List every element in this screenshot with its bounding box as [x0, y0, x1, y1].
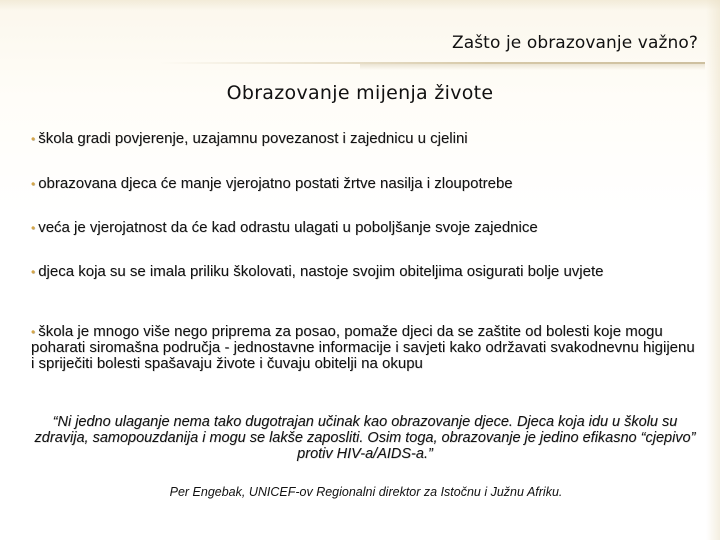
bullet-item [31, 220, 538, 236]
bullet-text: obrazovana djeca će manje vjerojatno postati žrtve nasilja i zloupotrebe [38, 175, 513, 192]
header-divider-shadow [360, 64, 705, 70]
frame-top-border [0, 0, 720, 10]
bullet-marker: • [31, 265, 36, 279]
bullet-item [31, 131, 468, 147]
bullet-text: veća je vjerojatnost da će kad odrastu ulagati u poboljšanje svoje zajednice [38, 219, 538, 236]
bullet-marker: • [31, 177, 36, 191]
quote-text: “Ni jedno ulaganje nema tako dugotrajan učinak kao obrazovanje djece. Djeca koja idu u školu su zdravija, samopouzdanija i mogu se lakše zaposliti. Osim toga, obrazovanje je jedino efikasno “cjepivo” protiv HIV-a/AIDS-a.” [34, 414, 696, 462]
bullet-item [31, 324, 695, 372]
quote-attribution: Per Engebak, UNICEF-ov Regionalni direktor za Istočnu i Južnu Afriku. [169, 485, 563, 499]
bullet-text: škola gradi povjerenje, uzajamnu povezanost i zajednicu u cjelini [38, 130, 468, 147]
bullet-marker: • [31, 325, 36, 339]
bullet-text: škola je mnogo više nego priprema za posao, pomaže djeci da se zaštite od bolesti koje mogu poharati siromašna područja - jednostavne informacije i savjeti kako održavati svakodnevnu higijenu i spriječiti bolesti spašavaju živote i čuvaju obitelji na okupu [31, 323, 695, 372]
bullet-item [31, 176, 513, 192]
frame-right-border [706, 0, 720, 540]
bullet-item [31, 264, 695, 280]
bullet-marker: • [31, 132, 36, 146]
slide-title: Obrazovanje mijenja živote [226, 82, 494, 104]
bullet-text: djeca koja su se imala priliku školovati, nastoje svojim obiteljima osigurati bolje uvjete [38, 263, 604, 280]
bullet-marker: • [31, 221, 36, 235]
section-title: Zašto je obrazovanje važno? [451, 33, 698, 53]
